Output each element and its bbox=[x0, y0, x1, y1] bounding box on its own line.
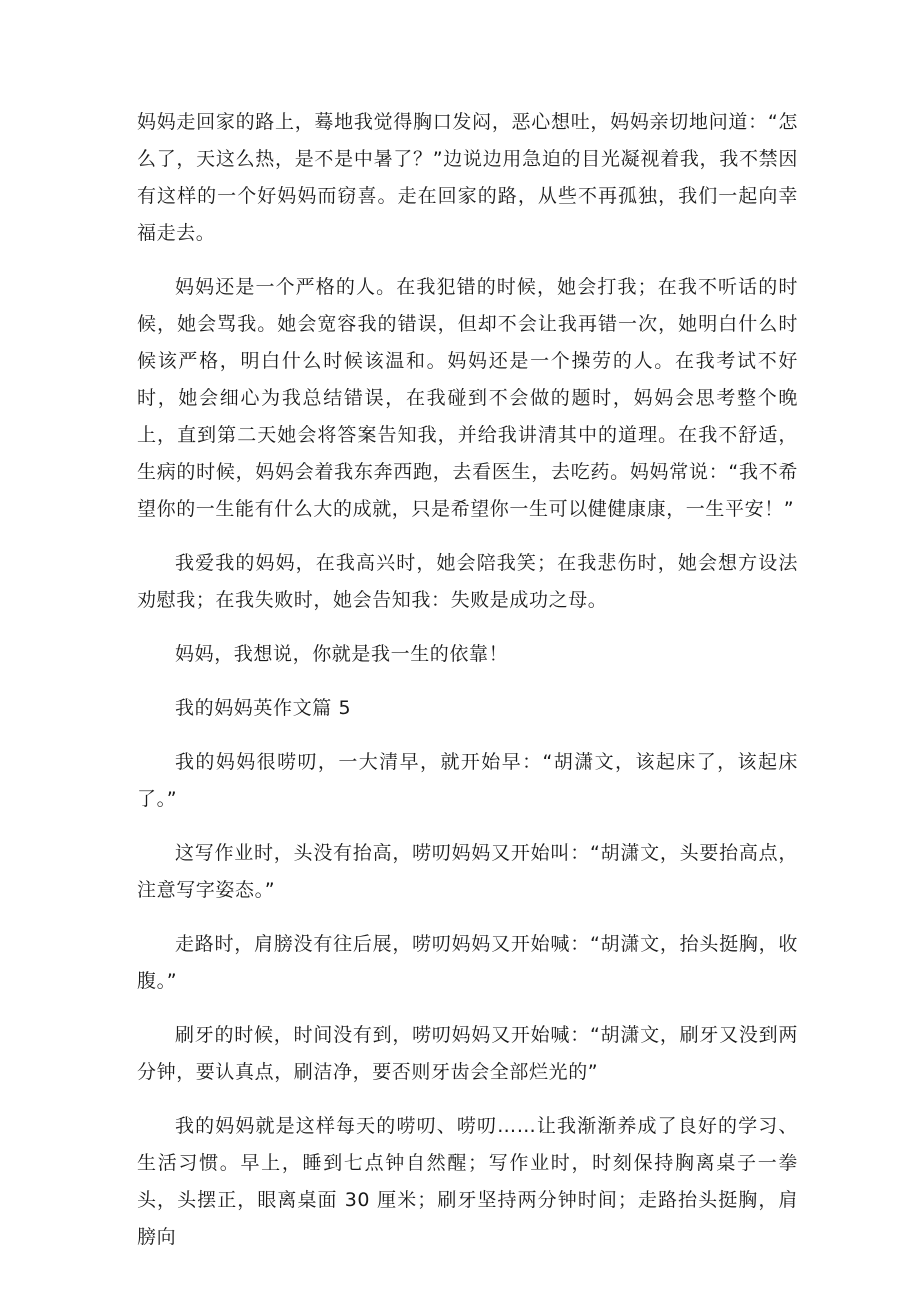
paragraph: 妈妈，我想说，你就是我一生的依靠！ bbox=[175, 643, 509, 665]
paragraph: 妈妈还是一个严格的人。在我犯错的时候，她会打我；在我不听话的时候，她会骂我。她会宽容我的错误，但却不会让我再错一次，她明白什么时候该严格，明白什么时候该温和。妈妈还是一个操劳的人。在我考试不好时，她会细心为我总结错误，在我碰到不会做的题时，妈妈会思考整个晚上，直到第二天她会将答案告知我，并给我讲清其中的道理。在我不舒适，生病的时候，妈妈会着我东奔西跑，去看医生，去吃药。妈妈常说：“我不希望你的一生能有什么大的成就，只是希望你一生可以健健康康，一生平安！” bbox=[137, 276, 798, 520]
paragraph: 妈妈走回家的路上，蓦地我觉得胸口发闷，恶心想吐，妈妈亲切地问道：“怎么了，天这么热，是不是中暑了？”边说边用急迫的目光凝视着我，我不禁因有这样的一个好妈妈而窃喜。走在回家的路，从些不再孤独，我们一起向幸福走去。 bbox=[137, 111, 798, 244]
section-heading: 我的妈妈英作文篇 5 bbox=[175, 697, 352, 719]
paragraph: 刷牙的时候，时间没有到，唠叨妈妈又开始喊：“胡潇文，刷牙又没到两分钟，要认真点，刷洁净，要否则牙齿会全部烂光的” bbox=[137, 1024, 798, 1083]
paragraph: 我的妈妈很唠叨，一大清早，就开始早：“胡潇文，该起床了，该起床了。” bbox=[137, 751, 798, 810]
paragraph: 我的妈妈就是这样每天的唠叨、唠叨……让我渐渐养成了良好的学习、生活习惯。早上，睡到七点钟自然醒；写作业时，时刻保持胸离桌子一拳头，头摆正，眼离桌面 30 厘米；刷牙坚持两分钟时间；走路抬头挺胸，肩膀向 bbox=[137, 1115, 798, 1248]
paragraph: 这写作业时，头没有抬高，唠叨妈妈又开始叫：“胡潇文，头要抬高点，注意写字姿态。” bbox=[137, 842, 798, 901]
paragraph: 我爱我的妈妈，在我高兴时，她会陪我笑；在我悲伤时，她会想方设法劝慰我；在我失败时，她会告知我：失败是成功之母。 bbox=[137, 552, 798, 611]
paragraph: 走路时，肩膀没有往后展，唠叨妈妈又开始喊：“胡潇文，抬头挺胸，收腹。” bbox=[137, 933, 798, 992]
